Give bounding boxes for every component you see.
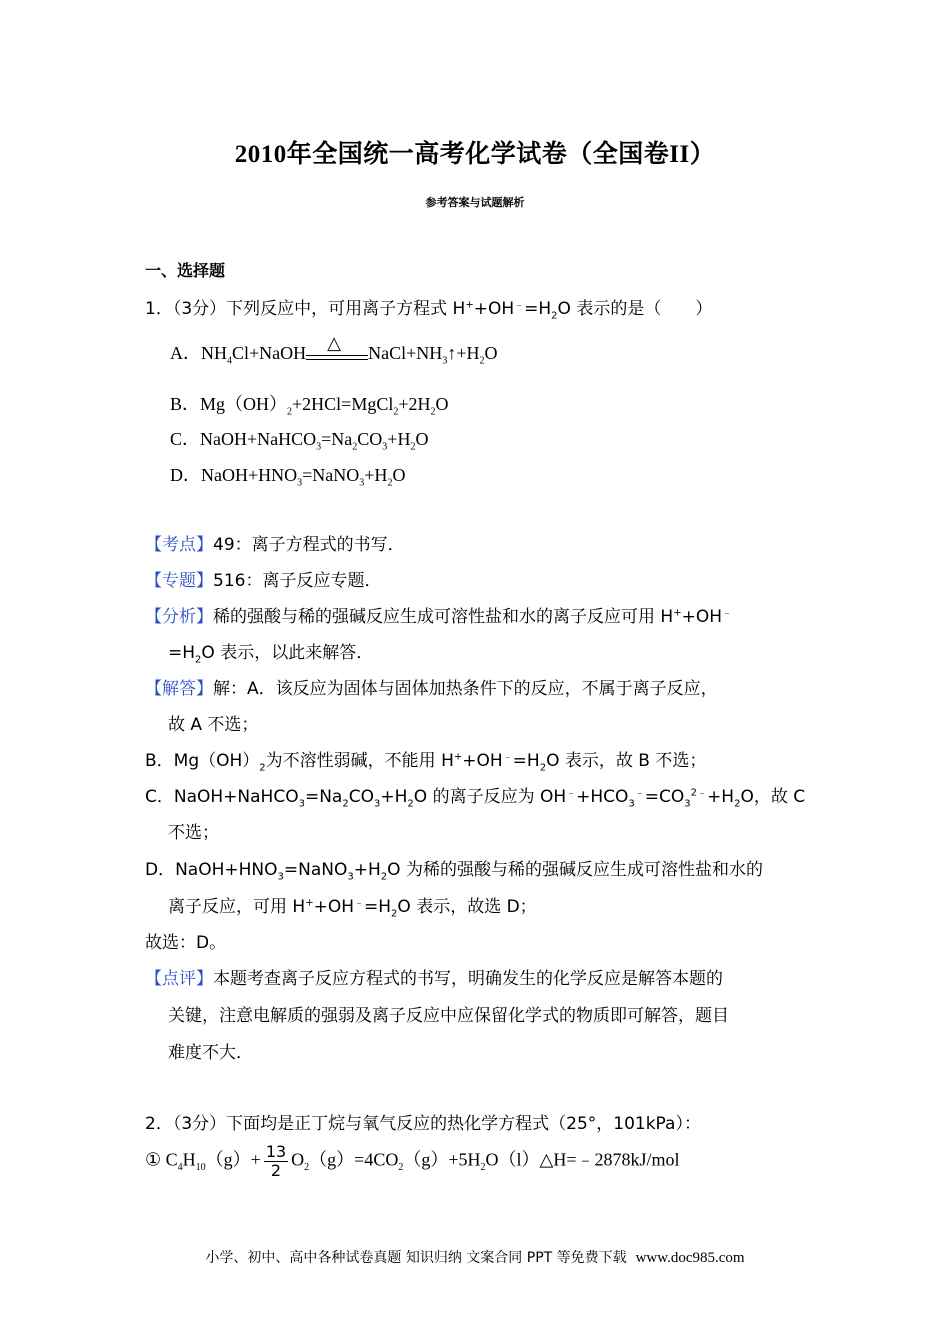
kaodian-tag: 【考点】	[145, 535, 213, 555]
page-subtitle: 参考答案与试题解析	[425, 196, 525, 209]
final-answer: 故选：D。	[145, 933, 227, 953]
fraction-13-over-2: $\frac{13}{2}$	[265, 1142, 287, 1180]
jieda-option-d: D．$NaOH+HNO_3=NaNO_3+H_2O$ 为稀的强酸与稀的强碱反应生成可溶性盐和水的	[145, 860, 763, 883]
dianping-line-3: 难度不大．	[168, 1043, 253, 1063]
dianping-tag: 【点评】	[145, 969, 213, 989]
dianping-line-1: 【点评】本题考查离子反应方程式的书写，明确发生的化学反应是解答本题的	[145, 969, 723, 989]
q2-stem: 2．（3分）下面均是正丁烷与氧气反应的热化学方程式（25°，101kPa）：	[145, 1114, 701, 1134]
fenxi-line-1: 【分析】稀的强酸与稀的强碱反应生成可溶性盐和水的离子反应可用 H++OH﹣	[145, 607, 732, 627]
footer-text: 小学、初中、高中各种试卷真题 知识归纳 文案合同 PPT 等免费下载	[205, 1250, 627, 1266]
zhuanti-tag: 【专题】	[145, 571, 213, 591]
q1-option-d: D．$NaOH+HNO_3=NaNO_3+H_2O$	[170, 465, 406, 489]
q1-stem: 1．（3分）下列反应中，可用离子方程式 $H^++OH^﹣=H_2O$ 表示的是（ ）	[145, 299, 713, 322]
section-heading: 一、选择题	[145, 261, 226, 280]
zhuanti-line: 【专题】516：离子反应专题．	[145, 571, 382, 591]
dianping-line-2: 关键，注意电解质的强弱及离子反应中应保留化学式的物质即可解答，题目	[168, 1006, 729, 1026]
jieda-option-c-cont: 不选；	[168, 823, 219, 843]
jieda-option-c: C．$NaOH+NaHCO_3=Na_2CO_3+H_2O$ 的离子反应为 $OH^﹣+HCO_3^﹣=CO_3^{2﹣}+H_2O$，故 C	[145, 787, 806, 810]
fenxi-line-2: $=H_2O$ 表示，以此来解答．	[168, 643, 374, 666]
q1-option-c: C．$NaOH+NaHCO_3=Na_2CO_3+H_2O$	[170, 429, 429, 453]
q1-option-a: A．$NH_4Cl+NaOH$ △ $NaCl+NH_3↑+H_2O$	[170, 332, 498, 367]
q1-option-b: B．$Mg(OH)_2+2HCl=MgCl_2+2H_2O$	[170, 394, 449, 418]
footer-url[interactable]: www.doc985.com	[635, 1250, 745, 1266]
page-footer	[0, 1247, 950, 1267]
jieda-option-b: B．$Mg(OH)_2$为不溶性弱碱，不能用 $H^++OH^﹣=H_2O$ 表示，故 B 不选；	[145, 751, 707, 774]
delta-icon: △	[327, 332, 341, 354]
jieda-line-1: 【解答】解：A．该反应为固体与固体加热条件下的反应，不属于离子反应，	[145, 679, 718, 699]
jieda-line-2: 故 A 不选；	[168, 715, 259, 735]
jieda-option-d-cont: 离子反应，可用 $H^++OH^﹣=H_2O$ 表示，故选 D；	[168, 897, 537, 920]
q2-equation-1: ① $C_4H_{10}(g)+$ $\frac{13}{2}$ $O_2(g)=4CO_2(g)+5H_2O(l)\triangle H=﹣2878kJ$/mol	[145, 1142, 680, 1180]
heating-equals-sign	[306, 332, 368, 365]
kaodian-line: 【考点】49：离子方程式的书写．	[145, 535, 405, 555]
fenxi-tag: 【分析】	[145, 607, 213, 627]
page-title: 2010年全国统一高考化学试卷（全国卷II）	[234, 141, 716, 168]
jieda-tag: 【解答】	[145, 679, 213, 699]
